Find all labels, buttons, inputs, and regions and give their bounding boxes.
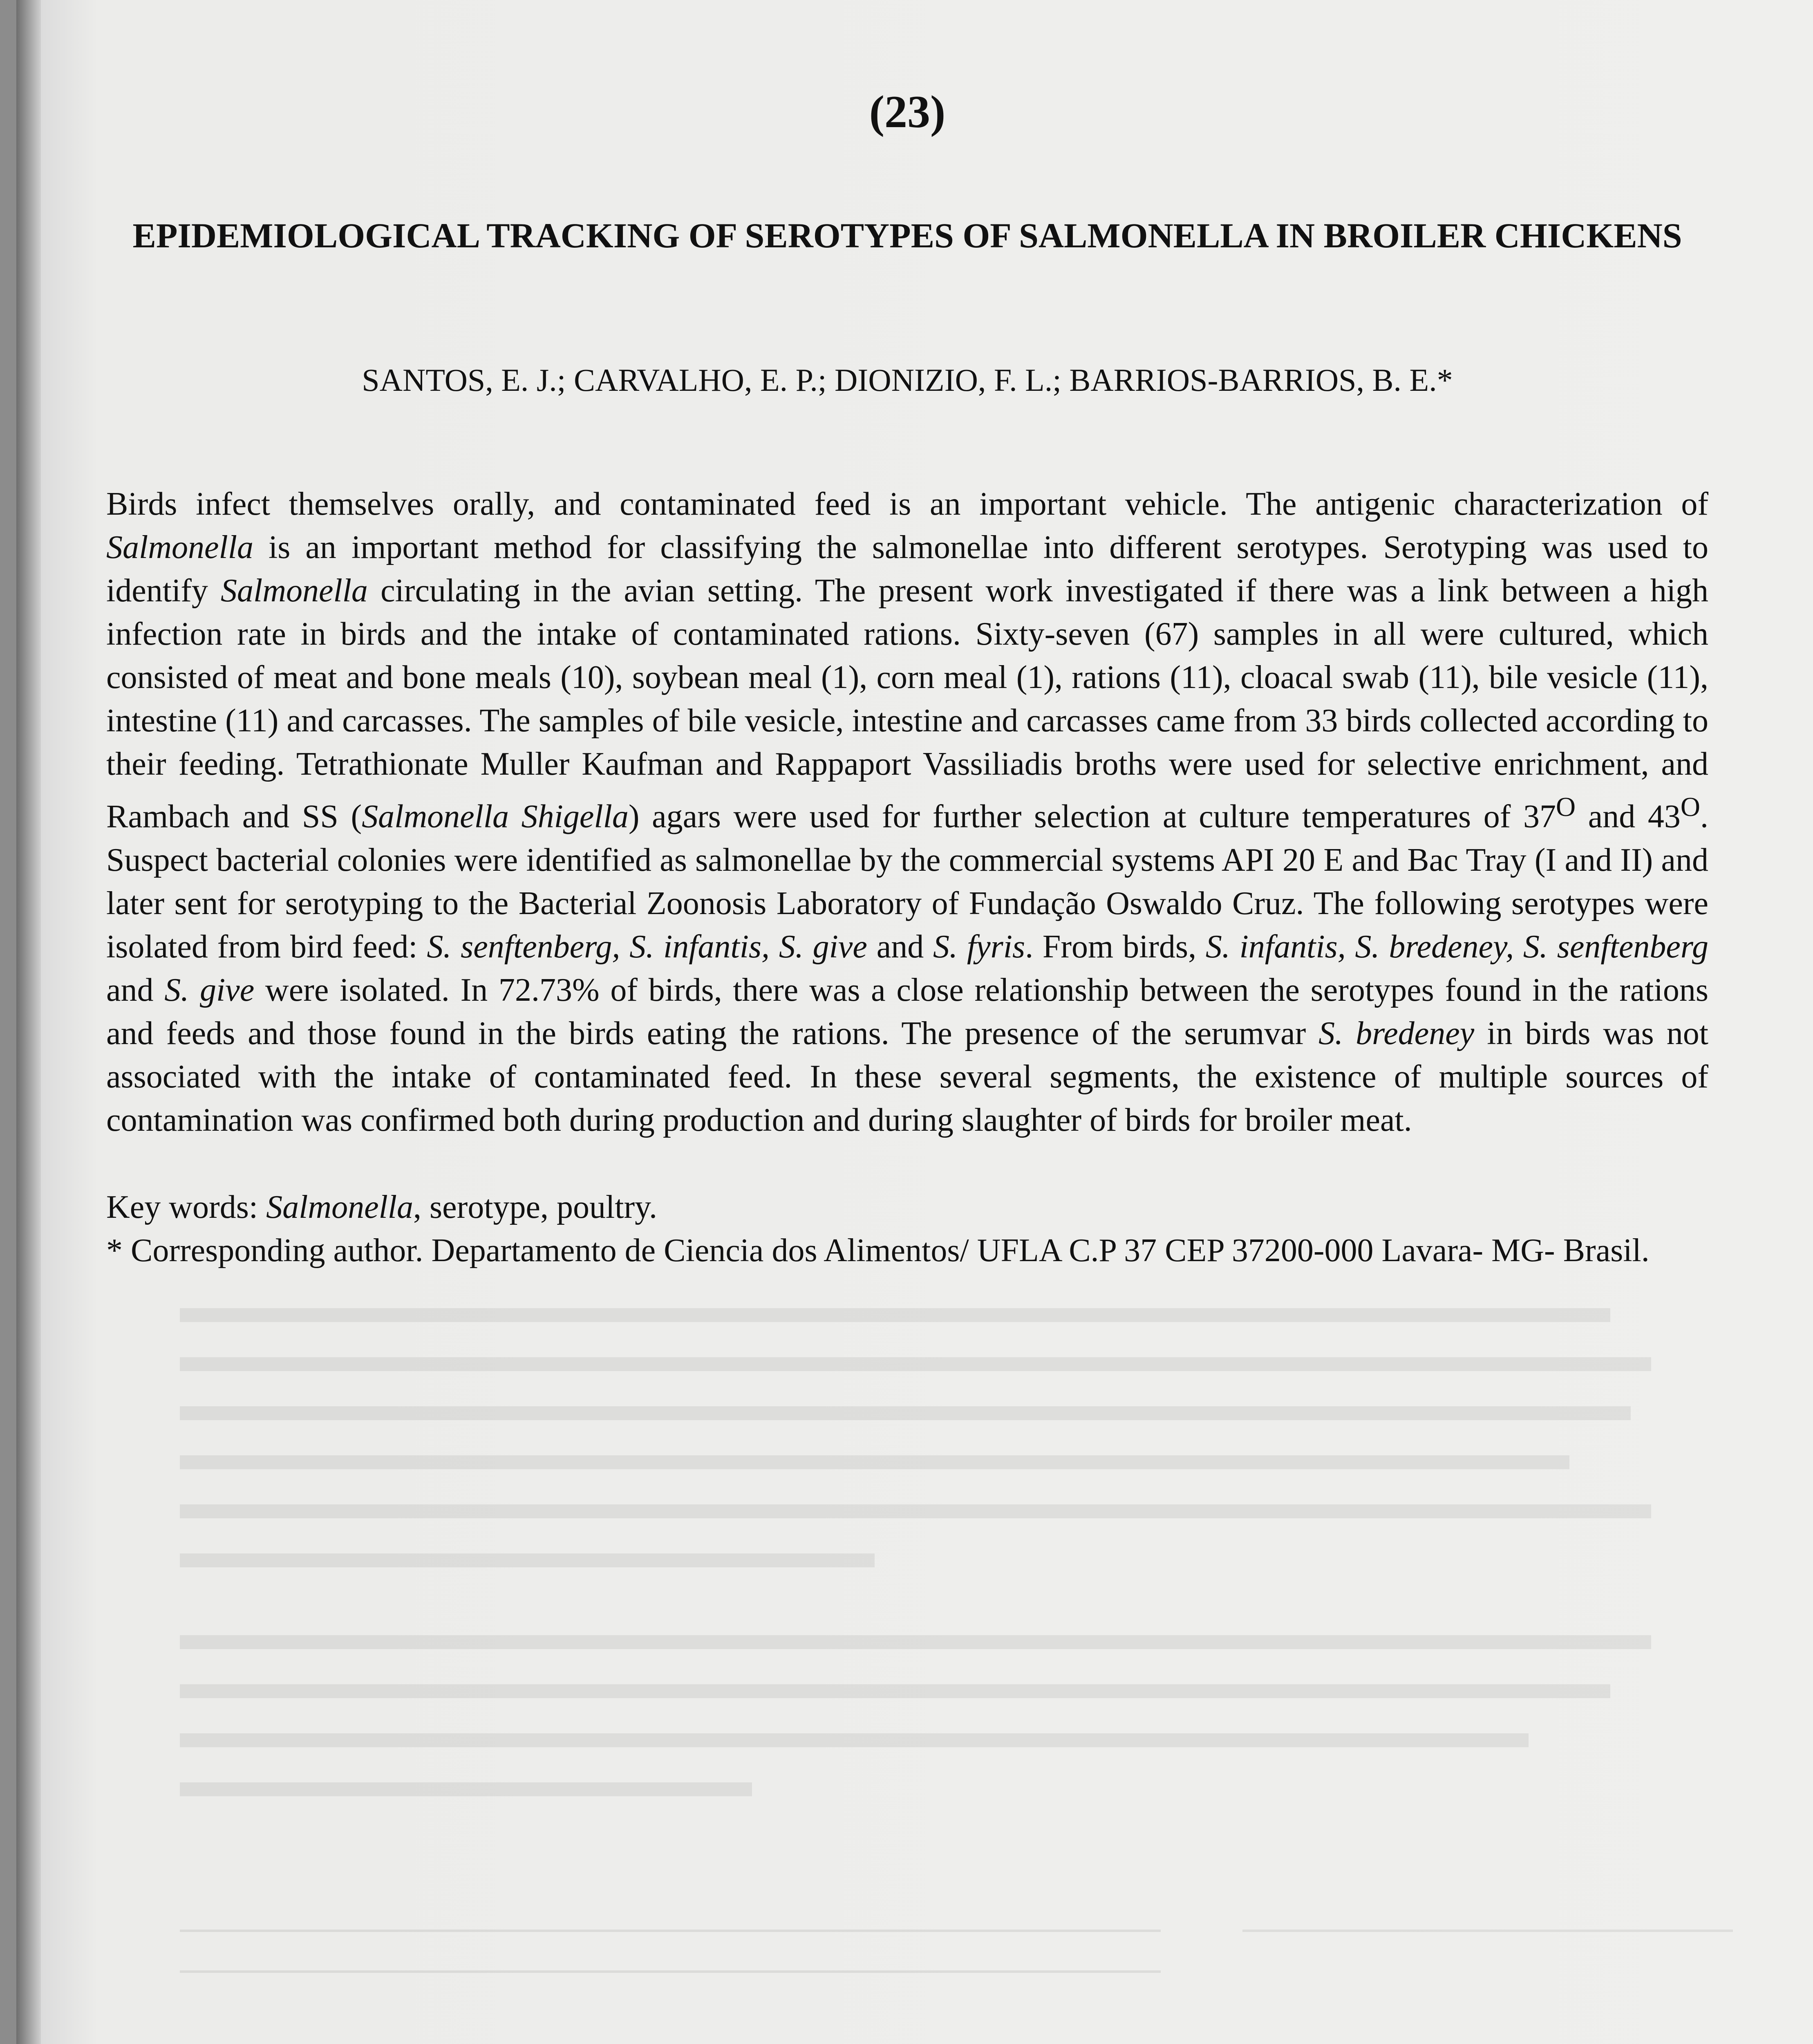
feed-serotypes: S. senftenberg, S. infantis, S. give: [427, 928, 867, 965]
keywords-rest: , serotype, poultry.: [413, 1189, 657, 1225]
abstract-text: and: [867, 928, 933, 965]
author-list: SANTOS, E. J.; CARVALHO, E. P.; DIONIZIO, F. L.; BARRIOS-BARRIOS, B. E.*: [362, 362, 1453, 398]
keywords: [106, 1186, 1708, 1229]
bleed-line: [180, 1635, 1651, 1649]
bleed-line: [180, 1733, 1529, 1747]
article-title: EPIDEMIOLOGICAL TRACKING OF SEROTYPES OF SALMONELLA IN BROILER CHICKENS: [132, 216, 1682, 255]
keyword-genus: Salmonella: [266, 1189, 414, 1225]
page: [16, 0, 1813, 2044]
abstract-text: in birds was not associated with the intake of contaminated feed. In these several segments, the existence of multiple sources of contamination was confirmed both during production and during slaughter of birds for broiler meat.: [106, 1015, 1708, 1138]
abstract-text: and: [106, 972, 165, 1008]
serotype-fyris: S. fyris: [933, 928, 1025, 965]
abstract-text: . From birds,: [1025, 928, 1206, 965]
keywords-label: Key words:: [106, 1189, 266, 1225]
abstract-text: Birds infect themselves orally, and contaminated feed is an important vehicle. The antigenic characterization of: [106, 486, 1708, 522]
genus-name: Salmonella: [220, 573, 368, 609]
spine-shadow: [16, 0, 41, 2044]
bird-serotypes: S. infantis, S. bredeney, S. senftenberg: [1205, 928, 1709, 965]
bleed-line: [180, 1684, 1610, 1698]
degree-sign: O: [1680, 792, 1700, 822]
genus-name: Salmonella: [106, 529, 253, 565]
bleed-line: [180, 1455, 1569, 1469]
serotype-give: S. give: [164, 972, 255, 1008]
abstract-text: and 43: [1576, 798, 1681, 835]
abstract-text: ) agars were used for further selection at culture temperatures of 37: [628, 798, 1556, 835]
bleed-rule: [180, 1970, 1161, 1973]
bleed-rule: [180, 1930, 1161, 1932]
bleed-line: [180, 1308, 1610, 1322]
abstract-text: is an important method for classifying the salmonellae into different serotypes. Serotyping was used to identify: [106, 529, 1708, 609]
agar-name: Salmonella Shigella: [362, 798, 629, 835]
corresponding-author-note: * Corresponding author. Departamento de Ciencia dos Alimentos/ UFLA C.P 37 CEP 37200-000 Lavara- MG- Brasil.: [106, 1233, 1650, 1269]
article-number: (23): [869, 87, 946, 137]
bleed-line: [180, 1406, 1631, 1420]
bleed-through-decoration: [180, 1308, 1774, 2044]
abstract: [106, 482, 1708, 1142]
abstract-text: were isolated. In 72.73% of birds, there was a close relationship between the serotypes found in the rations and feeds and those found in the birds eating the rations. The presence of the serumvar: [106, 972, 1708, 1051]
bleed-line: [180, 1357, 1651, 1371]
bleed-rule: [1242, 1930, 1733, 1932]
bleed-line: [180, 1782, 752, 1796]
serotype-bredeney: S. bredeney: [1318, 1015, 1475, 1051]
abstract-paragraph: [106, 482, 1708, 1142]
bleed-line: [180, 1504, 1651, 1518]
abstract-text: . Suspect bacterial colonies were identified as salmonellae by the commercial systems API 20 E and Bac Tray (I and II) and later sent for serotyping to the Bacterial Zoonosis Laboratory of Fundação Oswaldo Cruz. The following serotypes were isolated from bird feed:: [106, 798, 1708, 965]
degree-sign: O: [1556, 792, 1576, 822]
abstract-text: circulating in the avian setting. The present work investigated if there was a link between a high infection rate in birds and the intake of contaminated rations. Sixty-seven (67) samples in all were cultured, which consisted of meat and bone meals (10), soybean meal (1), corn meal (1), rations (11), cloacal swab (11), bile vesicle (11), intestine (11) and carcasses. The samples of bile vesicle, intestine and carcasses came from 33 birds collected according to their feeding. Tetrathionate Muller Kaufman and Rappaport Vassiliadis broths were used for selective enrichment, and Rambach and SS (: [106, 573, 1709, 835]
bleed-line: [180, 1553, 875, 1567]
